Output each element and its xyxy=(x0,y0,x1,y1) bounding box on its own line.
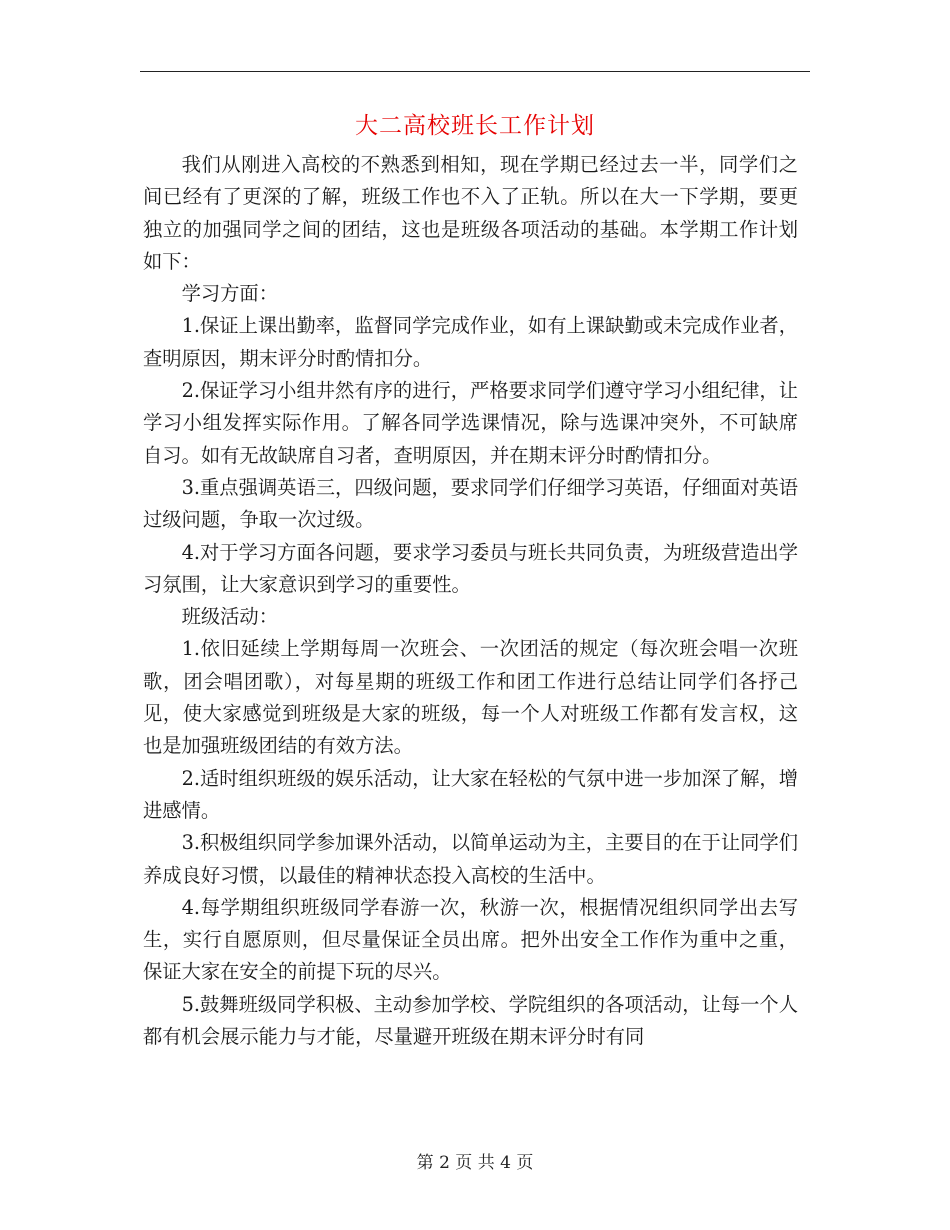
study-item-4: 4.对于学习方面各问题，要求学习委员与班长共同负责，为班级营造出学习氛围，让大家意识到学习的重要性。 xyxy=(143,540,798,596)
activity-item-4: 4.每学期组织班级同学春游一次，秋游一次，根据情况组织同学出去写生，实行自愿原则，但尽量保证全员出席。把外出安全工作作为重中之重，保证大家在安全的前提下玩的尽兴。 xyxy=(143,895,798,984)
activity-item-2: 2.适时组织班级的娱乐活动，让大家在轻松的气氛中进一步加深了解，增进感情。 xyxy=(143,766,798,822)
study-item-1: 1.保证上课出勤率，监督同学完成作业，如有上课缺勤或未完成作业者，查明原因，期末评分时酌情扣分。 xyxy=(143,314,798,370)
activity-item-1: 1.依旧延续上学期每周一次班会、一次团活的规定（每次班会唱一次班歌，团会唱团歌），对每星期的班级工作和团工作进行总结让同学们各抒己见，使大家感觉到班级是大家的班级，每一个人对班级工作都有发言权，这也是加强班级团结的有效方法。 xyxy=(143,637,798,758)
section-heading-study: 学习方面： xyxy=(181,282,278,306)
header-rule xyxy=(140,71,810,72)
activity-item-3: 3.积极组织同学参加课外活动，以简单运动为主，主要目的在于让同学们养成良好习惯，以最佳的精神状态投入高校的生活中。 xyxy=(143,831,798,887)
section-heading-activities: 班级活动： xyxy=(181,605,278,629)
study-item-2: 2.保证学习小组井然有序的进行，严格要求同学们遵守学习小组纪律，让学习小组发挥实际作用。了解各同学选课情况，除与选课冲突外，不可缺席自习。如有无故缺席自习者，查明原因，并在期末评分时酌情扣分。 xyxy=(143,379,798,467)
study-item-3: 3.重点强调英语三，四级问题，要求同学们仔细学习英语，仔细面对英语过级问题，争取一次过级。 xyxy=(143,475,798,532)
document-body xyxy=(143,149,798,1053)
intro-paragraph: 我们从刚进入高校的不熟悉到相知，现在学期已经过去一半，同学们之间已经有了更深的了解，班级工作也不入了正轨。所以在大一下学期，要更独立的加强同学之间的团结，这也是班级各项活动的基础。本学期工作计划如下： xyxy=(143,153,798,273)
activity-item-5: 5.鼓舞班级同学积极、主动参加学校、学院组织的各项活动，让每一个人都有机会展示能力与才能，尽量避开班级在期末评分时有同 xyxy=(143,992,798,1049)
page-footer: 第 2 页 共 4 页 xyxy=(416,1153,534,1173)
document-title: 大二高校班长工作计划 xyxy=(355,113,595,139)
